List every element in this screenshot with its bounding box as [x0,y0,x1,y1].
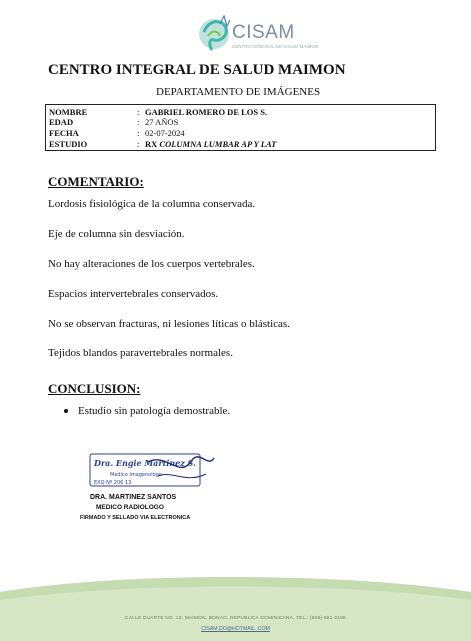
info-value: 27 AÑOS [145,117,179,127]
signature-stamp [88,450,218,492]
stamp-name-text: Dra. Engie Martinez S. [94,458,196,468]
info-label: NOMBRE [49,107,88,117]
signature-note: FIRMADO Y SELLADO VIA ELECTRONICA [80,515,191,521]
conclusion-item: Estudio sin patología demostrable. [78,405,231,417]
patient-info-box [45,104,436,151]
info-colon: : [137,128,140,138]
info-value: GABRIEL ROMERO DE LOS S. [145,107,268,117]
comment-paragraph: Tejidos blandos paravertebrales normales. [48,347,233,359]
comment-paragraph: No hay alteraciones de los cuerpos vertebrales. [48,258,255,270]
comment-paragraph: Espacios intervertebrales conservados. [48,288,219,300]
study-prefix: RX [145,139,158,149]
logo-subtitle: CENTRO INTEGRAL DE SALUD MAIMON [232,44,319,49]
info-colon: : [137,117,140,127]
center-title: CENTRO INTEGRAL DE SALUD MAIMON [48,62,346,78]
bullet-icon [64,409,68,413]
info-value [145,139,276,149]
signer-name: DRA. MARTINEZ SANTOS [90,494,177,501]
study-name: COLUMNA LUMBAR AP Y LAT [159,139,277,149]
stamp-role-text: Medico Imagenologo [110,472,162,478]
info-colon: : [137,139,140,149]
stamp-exeq-text: EXQ Nº 206 13 [94,480,132,486]
info-colon: : [137,107,140,117]
department-title: DEPARTAMENTO DE IMÁGENES [156,86,321,98]
comment-paragraph: Lordosis fisiológica de la columna conservada. [48,198,256,210]
footer-email-link[interactable]: CISAM.DO@HOTMAIL .COM [201,626,270,632]
info-label: EDAD [49,117,74,127]
comment-paragraph: Eje de columna sin desviación. [48,228,185,240]
comment-heading: COMENTARIO: [48,174,144,189]
info-label: ESTUDIO [49,139,88,149]
info-label: FECHA [49,128,79,138]
logo-text: CISAM [232,22,295,43]
conclusion-heading: CONCLUSION: [48,381,141,396]
signer-role: MEDICO RADIOLOGO [96,504,164,511]
footer-address: CALLE DUARTE NO. 13, MAIMÓN, BONAO, REPUBLICA DOMINICANA, TEL.: (809)-551-2186 [125,616,346,621]
comment-paragraph: No se observan fracturas, ni lesiones líticas o blásticas. [48,318,290,330]
info-value: 02-07-2024 [145,128,185,138]
